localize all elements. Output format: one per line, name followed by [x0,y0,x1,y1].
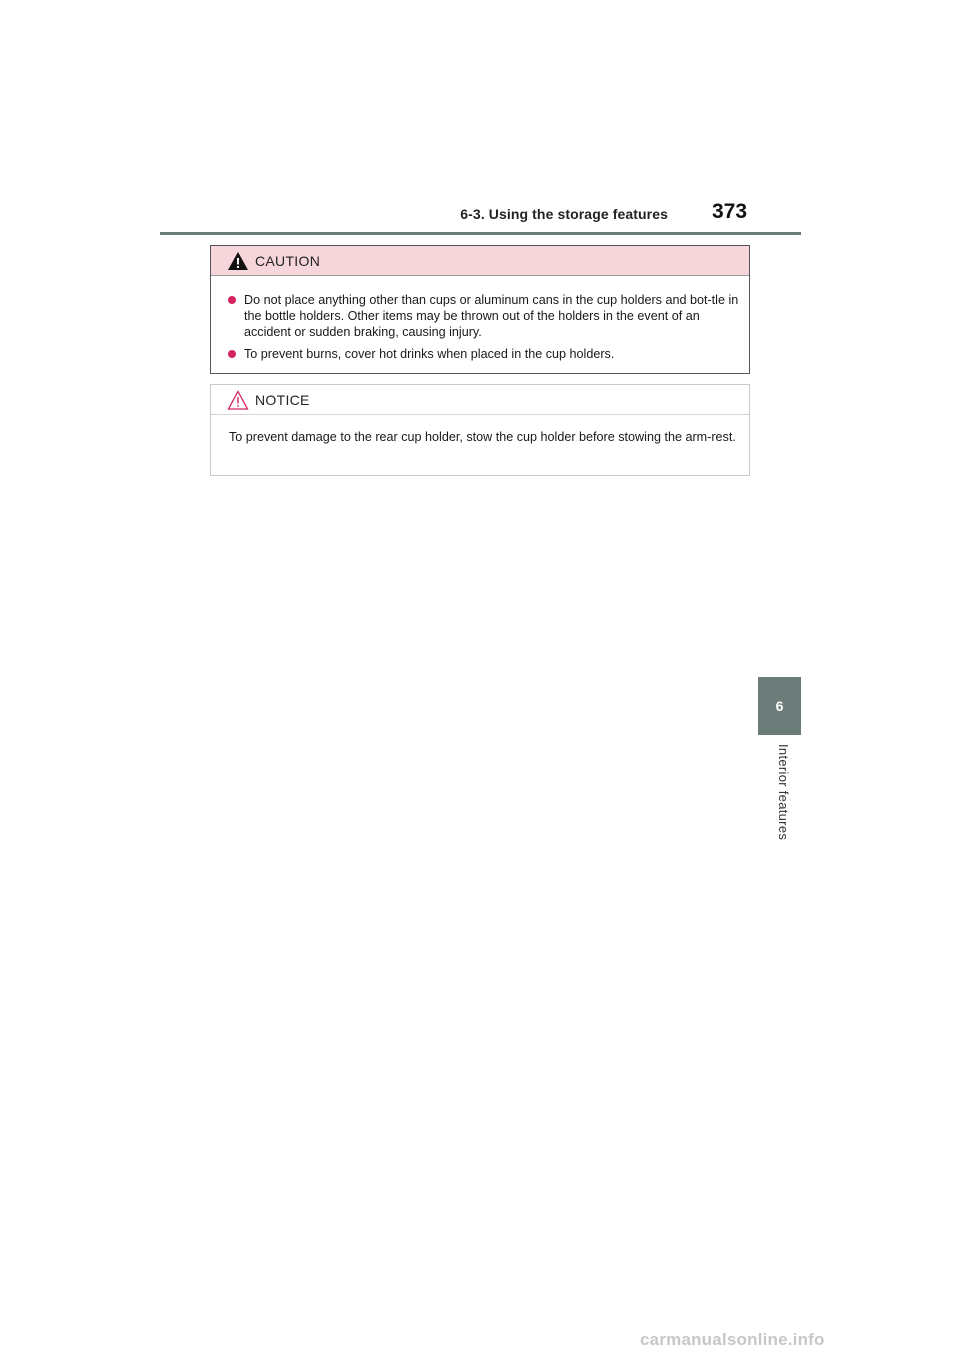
header-divider [160,232,801,235]
caution-item [228,346,741,362]
bullet-icon [228,296,236,304]
caution-title: CAUTION [255,252,321,269]
section-title: 6-3. Using the storage features [460,206,668,222]
page-number: 373 [712,200,748,223]
caution-item-text: To prevent burns, cover hot drinks when placed in the cup holders. [244,347,615,361]
caution-item-text: Do not place anything other than cups or aluminum cans in the cup holders and bot-tle in the bottle holders. Other items may be thrown out of the holders in the event of an accident or sudden braking, causing injury. [244,293,739,339]
caution-body [211,276,749,362]
notice-box [210,384,750,476]
notice-header [211,385,749,415]
warning-triangle-icon [227,251,249,271]
notice-body: To prevent damage to the rear cup holder, stow the cup holder before stowing the arm-rest. [229,430,736,444]
caution-item [228,292,741,340]
chapter-tab: 6 [758,677,801,735]
watermark: carmanualsonline.info [640,1330,825,1349]
chapter-label: Interior features [776,744,791,841]
bullet-icon [228,350,236,358]
caution-box [210,245,750,374]
warning-outline-icon [227,390,249,410]
notice-title: NOTICE [255,391,310,408]
caution-header [211,246,749,276]
